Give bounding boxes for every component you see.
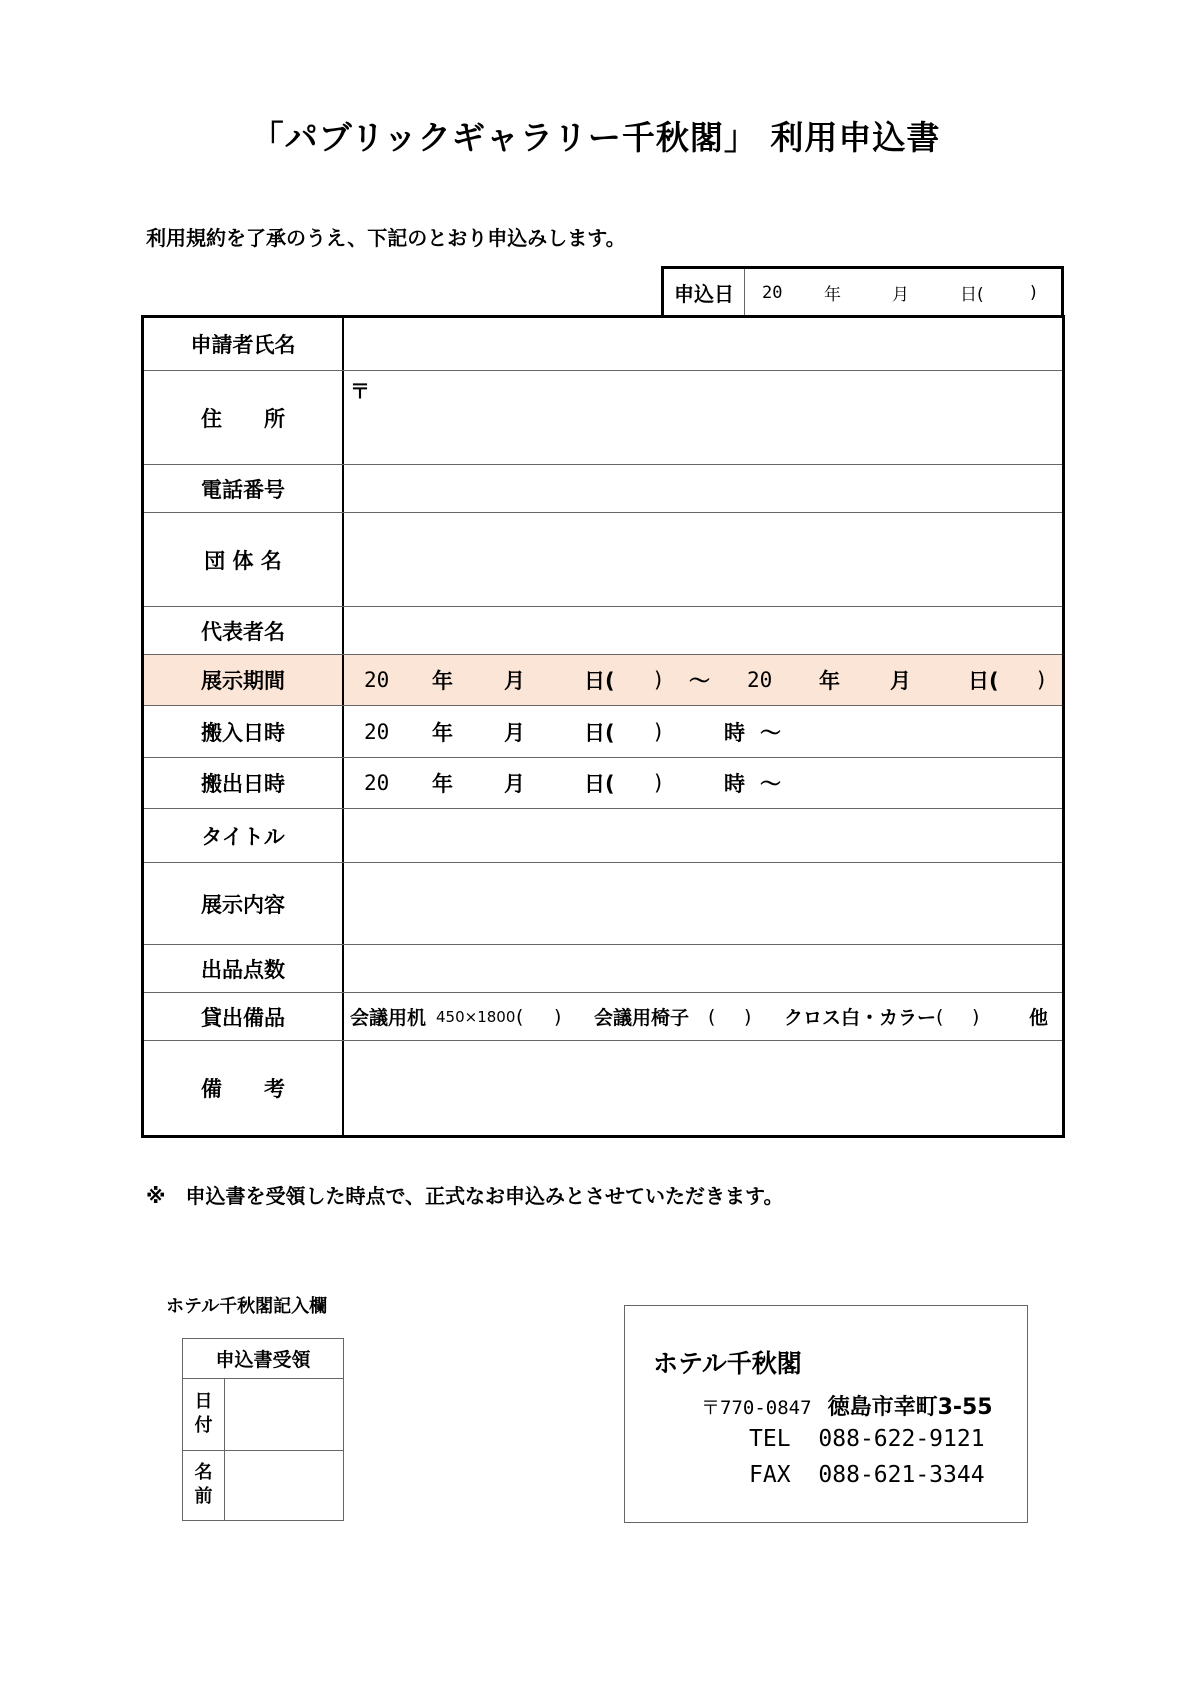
field-address[interactable]	[344, 371, 1062, 464]
move-out-year: 20	[364, 771, 390, 795]
contact-fax-label: FAX	[749, 1462, 791, 1488]
application-date-nen: 年	[824, 285, 841, 305]
period-end-tsuki: 月	[890, 669, 911, 693]
field-applicant-name[interactable]	[344, 318, 1062, 370]
field-move-in[interactable]	[344, 706, 1062, 757]
move-out-close: )	[654, 771, 663, 795]
field-representative[interactable]	[344, 607, 1062, 654]
field-title[interactable]	[344, 809, 1062, 862]
receipt-date-row	[183, 1378, 343, 1451]
label-representative: 代表者名	[144, 607, 344, 654]
move-out-hi: 日(	[584, 772, 615, 796]
label-remarks: 備 考	[144, 1041, 344, 1135]
field-rental[interactable]	[344, 993, 1062, 1040]
contact-tel: 088-622-9121	[818, 1426, 985, 1452]
row-rental	[144, 992, 1062, 1040]
row-representative	[144, 606, 1062, 654]
rental-desk-size: 450×1800	[436, 1007, 516, 1026]
rental-cloth-close: )	[972, 1005, 980, 1028]
label-exhibition-period: 展示期間	[144, 655, 344, 705]
field-content[interactable]	[344, 863, 1062, 944]
application-form-table	[141, 315, 1065, 1138]
period-tilde: ～	[689, 669, 710, 693]
contact-fax-line	[749, 1462, 985, 1488]
row-phone	[144, 464, 1062, 512]
contact-hotel-name: ホテル千秋閣	[653, 1349, 802, 1378]
period-end-close: )	[1037, 668, 1046, 692]
label-move-out: 搬出日時	[144, 758, 344, 808]
row-group-name	[144, 512, 1062, 606]
move-in-nen: 年	[432, 720, 453, 745]
page-title: 「パブリックギャラリー千秋閣」 利用申込書	[250, 118, 941, 157]
field-item-count[interactable]	[344, 945, 1062, 992]
move-in-year: 20	[364, 719, 390, 744]
move-in-hi: 日(	[584, 720, 615, 745]
contact-fax: 088-621-3344	[818, 1462, 985, 1488]
period-start-year: 20	[364, 668, 390, 692]
receipt-date-label: 日 付	[183, 1378, 225, 1450]
postal-mark: 〒	[350, 379, 370, 403]
application-date-hi: 日(	[960, 285, 984, 305]
label-content: 展示内容	[144, 863, 344, 944]
application-date-box	[661, 266, 1064, 316]
row-content	[144, 862, 1062, 944]
label-item-count: 出品点数	[144, 945, 344, 992]
contact-postal: 〒770-0847	[701, 1397, 812, 1419]
row-address	[144, 370, 1062, 464]
rental-desk-close: )	[554, 1005, 562, 1028]
rental-cloth-open: (	[936, 1005, 944, 1028]
label-applicant-name: 申請者氏名	[144, 318, 344, 370]
move-out-ji: 時	[724, 772, 745, 796]
period-end-nen: 年	[819, 669, 840, 693]
field-move-out[interactable]	[344, 758, 1062, 808]
rental-chair: 会議用椅子	[594, 1007, 690, 1029]
receipt-header: 申込書受領	[183, 1339, 343, 1379]
move-in-close: )	[654, 719, 663, 744]
field-phone[interactable]	[344, 465, 1062, 512]
contact-address: 徳島市幸町3-55	[827, 1395, 993, 1420]
contact-address-line	[701, 1390, 993, 1421]
move-out-tilde: ～	[760, 772, 781, 796]
intro-text: 利用規約を了承のうえ、下記のとおり申込みします。	[146, 226, 626, 250]
row-move-in	[144, 705, 1062, 757]
application-date-close: )	[1030, 282, 1037, 303]
period-start-hi: 日(	[584, 669, 615, 693]
label-rental: 貸出備品	[144, 993, 344, 1040]
application-date-label: 申込日	[664, 269, 745, 316]
notice-text: ※ 申込書を受領した時点で、正式なお申込みとさせていただきます。	[146, 1184, 784, 1208]
application-date-tsuki: 月	[892, 285, 909, 305]
rental-desk: 会議用机	[350, 1007, 427, 1029]
contact-box	[624, 1305, 1028, 1523]
row-title-field	[144, 808, 1062, 862]
move-in-tsuki: 月	[504, 720, 525, 745]
receipt-box	[182, 1338, 344, 1521]
move-in-ji: 時	[724, 720, 745, 745]
period-start-tsuki: 月	[504, 669, 525, 693]
rental-desk-open: (	[516, 1005, 524, 1028]
receipt-name-label: 名 前	[183, 1450, 225, 1520]
period-start-close: )	[654, 668, 663, 692]
application-date-field[interactable]	[744, 269, 1061, 316]
rental-other: 他	[1029, 1007, 1049, 1029]
label-move-in: 搬入日時	[144, 706, 344, 757]
period-end-year: 20	[747, 668, 773, 692]
field-group-name[interactable]	[344, 513, 1062, 606]
label-phone: 電話番号	[144, 465, 344, 512]
period-end-hi: 日(	[968, 669, 999, 693]
rental-chair-close: )	[744, 1005, 752, 1028]
rental-chair-open: (	[708, 1005, 716, 1028]
receipt-name-row	[183, 1450, 343, 1520]
label-group-name: 団 体 名	[144, 513, 344, 606]
period-start-nen: 年	[432, 669, 453, 693]
move-out-tsuki: 月	[504, 772, 525, 796]
move-out-nen: 年	[432, 772, 453, 796]
field-exhibition-period[interactable]	[344, 655, 1062, 705]
contact-tel-label: TEL	[749, 1426, 791, 1452]
row-move-out	[144, 757, 1062, 808]
row-applicant-name	[144, 318, 1062, 370]
row-item-count	[144, 944, 1062, 992]
field-remarks[interactable]	[344, 1041, 1062, 1135]
row-exhibition-period	[144, 654, 1062, 705]
move-in-tilde: ～	[760, 720, 781, 745]
label-title-field: タイトル	[144, 809, 344, 862]
contact-tel-line	[749, 1426, 985, 1452]
label-address: 住 所	[144, 371, 344, 464]
application-date-year: 20	[762, 282, 783, 303]
hotel-entry-title: ホテル千秋閣記入欄	[166, 1296, 328, 1317]
row-remarks	[144, 1040, 1062, 1135]
rental-cloth: クロス白・カラー	[784, 1007, 937, 1029]
